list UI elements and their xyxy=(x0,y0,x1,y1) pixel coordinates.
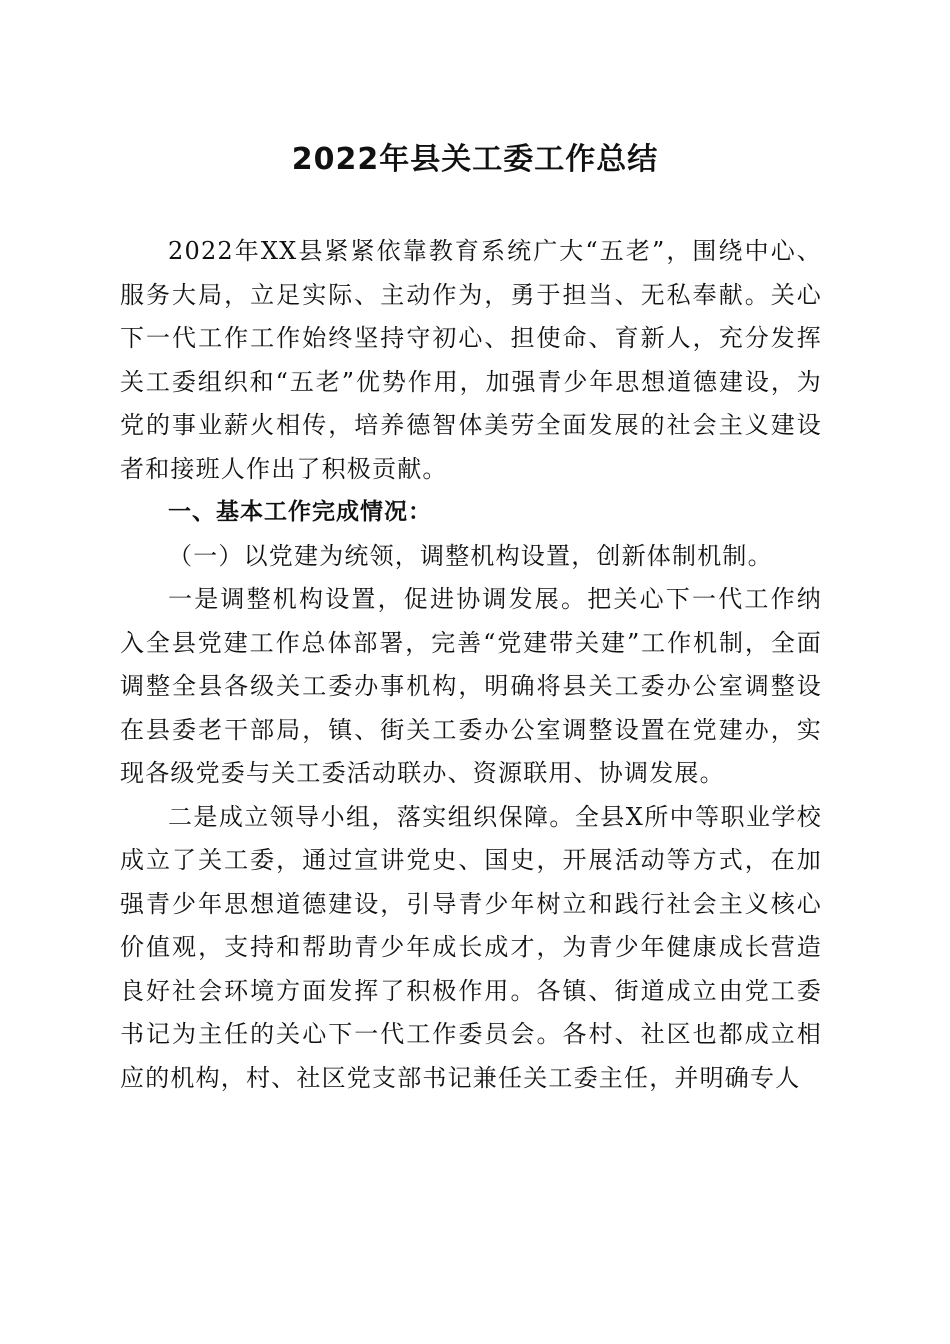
item-body-leading-group: 全县X所中等职业学校成立了关工委，通过宣讲党史、国史，开展活动等方式，在加强青少年思想道德建设，引导青少年树立和践行社会主义核心价值观，支持和帮助青少年成长成才，为青少年健康成长营造良好社会环境方面发挥了积极作用。各镇、街道成立由党工委书记为主任的关心下一代工作委员会。各村、社区也都成立相应的机构，村、社区党支部书记兼任关工委主任，并明确专人 xyxy=(120,802,822,1092)
section-heading-basic-work: 一、基本工作完成情况： xyxy=(168,499,432,525)
item-paragraph-leading-group xyxy=(120,796,822,1101)
item-body-adjust-institutions: 把关心下一代工作纳入全县党建工作总体部署，完善“党建带关建”工作机制，全面调整全县各级关工委办事机构，明确将县关工委办公室调整设在县委老干部局，镇、街关工委办公室调整设置在党建办，实现各级党委与关工委活动联办、资源联用、协调发展。 xyxy=(120,585,822,787)
item-paragraph-adjust-institutions xyxy=(120,578,822,796)
intro-paragraph: 2022年XX县紧紧依靠教育系统广大“五老”，围绕中心、服务大局，立足实际、主动作为，勇于担当、无私奉献。关心下一代工作工作始终坚持守初心、担使命、育新人，充分发挥关工委组织和“五老”优势作用，加强青少年思想道德建设，为党的事业薪火相传，培养德智体美劳全面发展的社会主义建设者和接班人作出了积极贡献。 xyxy=(120,237,822,483)
document-title: 2022年县关工委工作总结 xyxy=(291,142,659,177)
document-body xyxy=(120,230,822,1100)
subsection-heading-party-building: （一）以党建为统领，调整机构设置，创新体制机制。 xyxy=(168,541,773,570)
item-lead-adjust-institutions: 一是调整机构设置，促进协调发展。 xyxy=(168,585,588,613)
item-lead-leading-group: 二是成立领导小组，落实组织保障。 xyxy=(168,802,575,831)
